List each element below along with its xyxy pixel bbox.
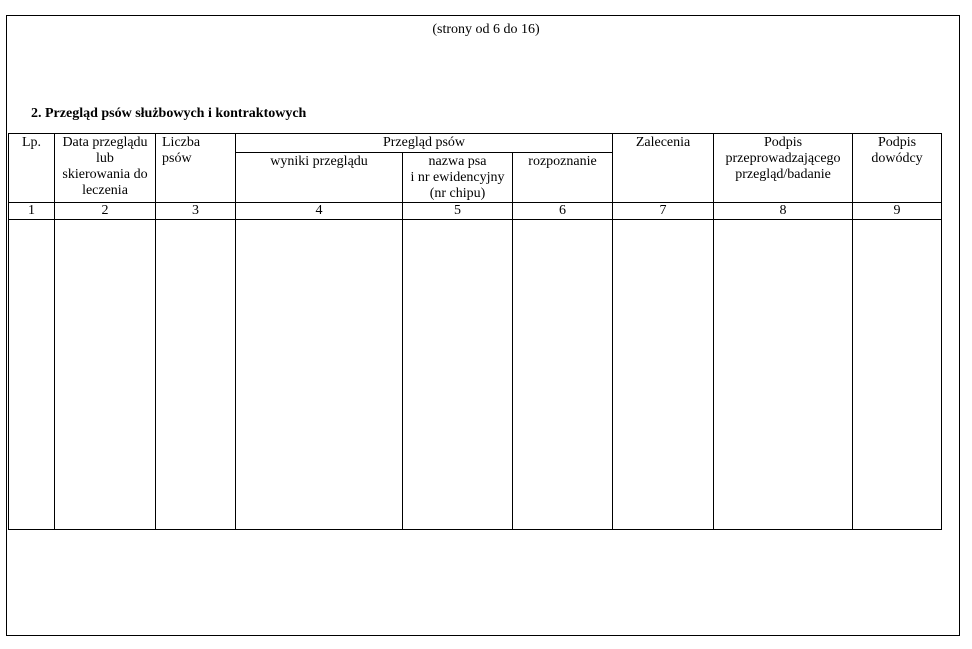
column-number: 5 bbox=[403, 203, 513, 220]
entry-cell-commander-signature[interactable] bbox=[853, 220, 942, 530]
entry-cell-examiner-signature[interactable] bbox=[714, 220, 853, 530]
table-entry-row bbox=[9, 220, 942, 530]
header-commander-signature: Podpis dowódcy bbox=[853, 134, 942, 203]
table-header-row bbox=[9, 134, 942, 153]
entry-cell-recommendations[interactable] bbox=[613, 220, 714, 530]
entry-cell-lp[interactable] bbox=[9, 220, 55, 530]
dog-review-table bbox=[8, 133, 942, 530]
header-examiner-signature: Podpis przeprowadzającego przegląd/badanie bbox=[714, 134, 853, 203]
header-lp: Lp. bbox=[9, 134, 55, 203]
header-dog-review-group: Przegląd psów bbox=[236, 134, 613, 153]
header-recommendations: Zalecenia bbox=[613, 134, 714, 203]
entry-cell-date[interactable] bbox=[55, 220, 156, 530]
column-number: 7 bbox=[613, 203, 714, 220]
entry-cell-results[interactable] bbox=[236, 220, 403, 530]
entry-cell-dog-name[interactable] bbox=[403, 220, 513, 530]
entry-cell-diagnosis[interactable] bbox=[513, 220, 613, 530]
header-review-results: wyniki przeglądu bbox=[236, 153, 403, 203]
column-number-row bbox=[9, 203, 942, 220]
column-number: 2 bbox=[55, 203, 156, 220]
entry-cell-count[interactable] bbox=[156, 220, 236, 530]
header-diagnosis: rozpoznanie bbox=[513, 153, 613, 203]
header-review-date: Data przeglądu lub skierowania do leczenia bbox=[55, 134, 156, 203]
column-number: 1 bbox=[9, 203, 55, 220]
header-dog-count: Liczba psów bbox=[156, 134, 236, 203]
column-number: 8 bbox=[714, 203, 853, 220]
column-number: 9 bbox=[853, 203, 942, 220]
column-number: 4 bbox=[236, 203, 403, 220]
section-title: 2. Przegląd psów służbowych i kontraktowych bbox=[31, 106, 307, 121]
page-range-label: (strony od 6 do 16) bbox=[432, 22, 540, 37]
header-dog-name-id: nazwa psa i nr ewidencyjny (nr chipu) bbox=[403, 153, 513, 203]
column-number: 6 bbox=[513, 203, 613, 220]
column-number: 3 bbox=[156, 203, 236, 220]
